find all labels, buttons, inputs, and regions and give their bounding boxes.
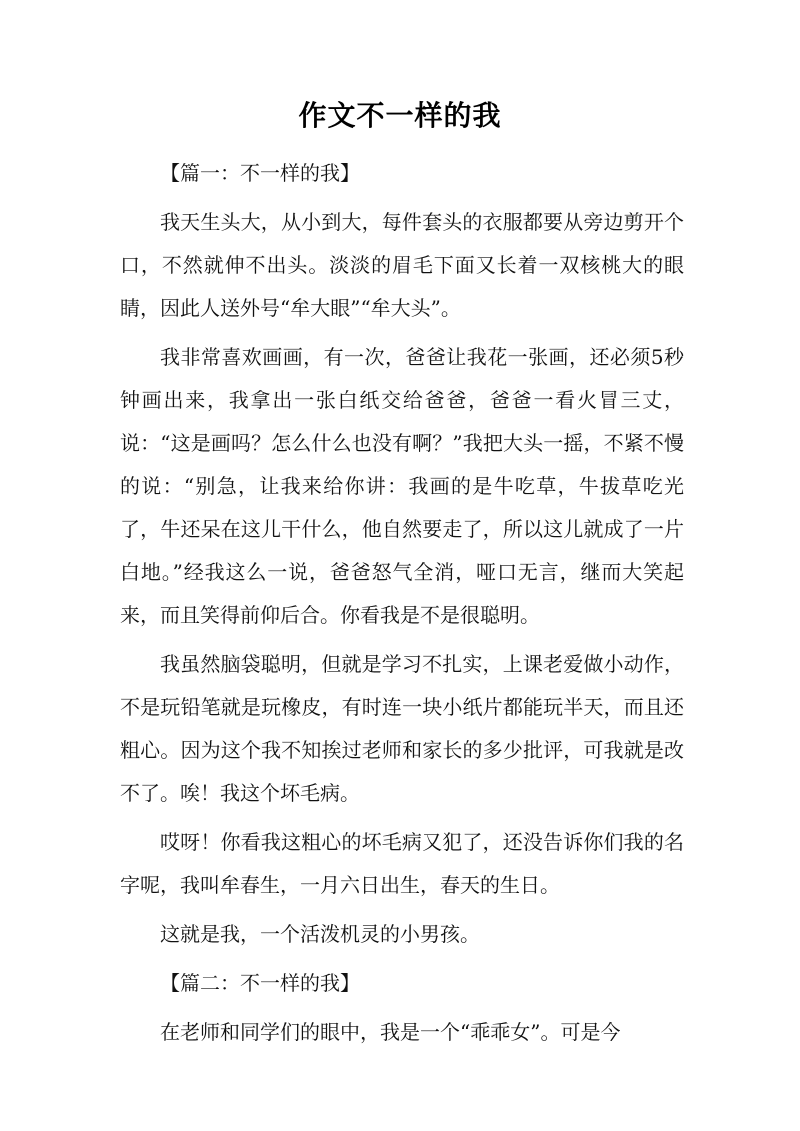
document-body	[120, 152, 684, 1060]
paragraph: 我天生头大，从小到大，每件套头的衣服都要从旁边剪开个口，不然就伸不出头。淡淡的眉毛下面又长着一双核桃大的眼睛，因此人送外号“牟大眼”“牟大头”。	[120, 210, 684, 320]
paragraph: 哎呀！你看我这粗心的坏毛病又犯了，还没告诉你们我的名字呢，我叫牟春生，一月六日出生，春天的生日。	[120, 830, 684, 897]
paragraph: 我非常喜欢画画，有一次，爸爸让我花一张画，还必须5秒钟画出来，我拿出一张白纸交给爸爸，爸爸一看火冒三丈，说：“这是画吗？怎么什么也没有啊？”我把大头一摇，不紧不慢的说：“别急，让我来给你讲：我画的是牛吃草，牛拔草吃光了，牛还呆在这儿干什么，他自然要走了，所以这儿就成了一片白地。”经我这么一说，爸爸怒气全消，哑口无言，继而大笑起来，而且笑得前仰后合。你看我是不是很聪明。	[120, 345, 684, 627]
document-title: 作文不一样的我	[298, 99, 502, 132]
paragraph: 在老师和同学们的眼中，我是一个“乖乖女”。可是今	[160, 1020, 621, 1044]
section-heading-2: 【篇二：不一样的我】	[160, 971, 360, 995]
section-heading-1: 【篇一：不一样的我】	[160, 161, 360, 185]
paragraph: 这就是我，一个活泼机灵的小男孩。	[160, 922, 480, 946]
paragraph: 我虽然脑袋聪明，但就是学习不扎实，上课老爱做小动作，不是玩铅笔就是玩橡皮，有时连一块小纸片都能玩半天，而且还粗心。因为这个我不知挨过老师和家长的多少批评，可我就是改不了。唉！我这个坏毛病。	[120, 652, 684, 805]
